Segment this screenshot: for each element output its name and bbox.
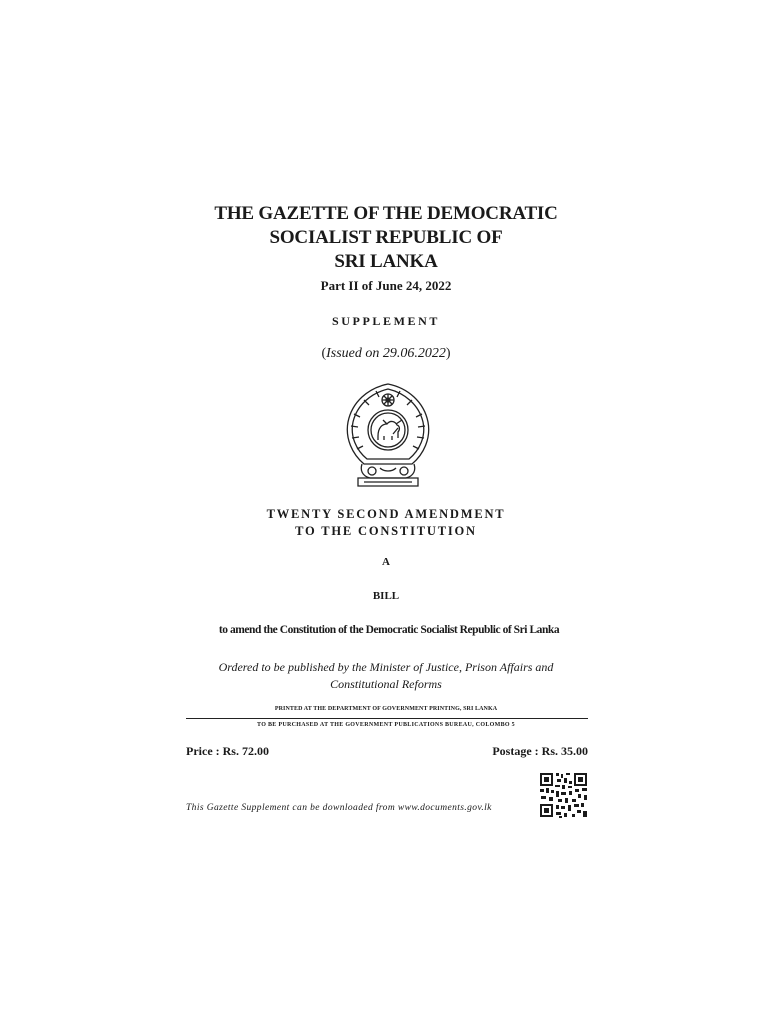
divider-rule (186, 718, 588, 719)
gazette-title-line-3: SRI LANKA (334, 251, 438, 272)
qr-code-icon[interactable] (539, 772, 588, 818)
download-note: This Gazette Supplement can be downloaded from www.documents.gov.lk (186, 803, 492, 813)
supplement-label: SUPPLEMENT (331, 314, 440, 328)
bill-purpose: to amend the Constitution of the Democratic Socialist Republic of Sri Lanka (218, 624, 560, 636)
issued-close-paren: ) (445, 346, 451, 361)
amendment-title-line-1: TWENTY SECOND AMENDMENT (266, 507, 506, 521)
price-row (186, 744, 588, 762)
issued-date (184, 346, 588, 362)
purchase-note: TO BE PURCHASED AT THE GOVERNMENT PUBLICATIONS BUREAU, COLOMBO 5 (257, 722, 515, 728)
issued-date-text: Issued on 29.06.2022 (326, 346, 446, 361)
bill-article: A (382, 556, 390, 568)
price-label: Price : Rs. 72.00 (186, 744, 269, 758)
ordered-note-line-2: Constitutional Reforms (330, 677, 442, 691)
postage-label: Postage : Rs. 35.00 (492, 744, 588, 758)
gazette-part-date: Part II of June 24, 2022 (320, 278, 452, 293)
bill-label: BILL (372, 590, 400, 602)
gazette-title-line-2: SOCIALIST REPUBLIC OF (269, 227, 503, 248)
gazette-title-line-1: THE GAZETTE OF THE DEMOCRATIC (214, 203, 558, 224)
sri-lanka-national-emblem-icon (340, 380, 436, 492)
amendment-title (184, 506, 588, 540)
ordered-note (184, 659, 588, 693)
issued-open-paren: ( (321, 346, 327, 361)
printed-at-note: PRINTED AT THE DEPARTMENT OF GOVERNMENT PRINTING, SRI LANKA (274, 706, 498, 712)
gazette-title (184, 202, 588, 274)
amendment-title-line-2: TO THE CONSTITUTION (295, 524, 477, 538)
ordered-note-line-1: Ordered to be published by the Minister of Justice, Prison Affairs and (218, 660, 554, 674)
